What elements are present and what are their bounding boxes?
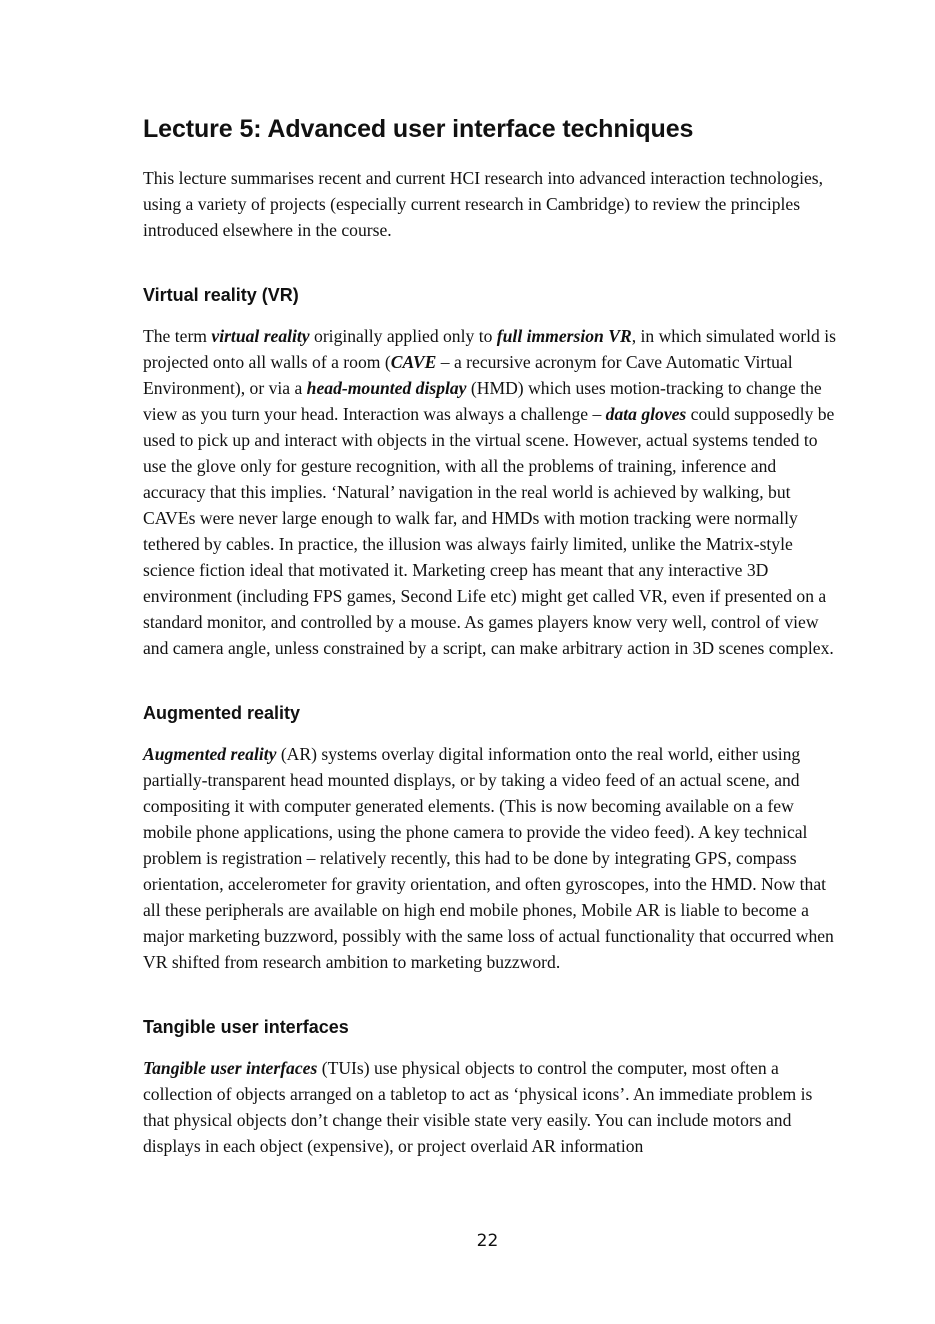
term-virtual-reality: virtual reality — [211, 326, 310, 346]
vr-text-3: , in which simulated world is projected onto all walls of a room ( — [143, 326, 836, 372]
document-page — [143, 113, 843, 1159]
section-heading-vr: Virtual reality (VR) — [143, 285, 299, 305]
ar-paragraph — [143, 741, 843, 975]
section-heading-tui: Tangible user interfaces — [143, 1017, 349, 1037]
tui-paragraph — [143, 1055, 843, 1159]
term-head-mounted-display: head-mounted display — [306, 378, 467, 398]
ar-text-1: (AR) systems overlay digital information onto the real world, either using partially-transparent head mounted displays, or by taking a video feed of an actual scene, and compositing it with computer generated elements. (This is now becoming available on a few mobile phone applications, using the phone camera to provide the video feed). A key technical problem is registration – relatively recently, this had to be done by integrating GPS, compass orientation, accelerometer for gravity orientation, and often gyroscopes, into the HMD. Now that all these peripherals are available on high end mobile phones, Mobile AR is liable to become a major marketing buzzword, possibly with the same loss of actual functionality that occurred when VR shifted from research ambition to marketing buzzword. — [143, 744, 834, 972]
vr-paragraph — [143, 323, 843, 661]
section-heading-ar: Augmented reality — [143, 703, 301, 723]
tui-text-1: (TUIs) use physical objects to control the computer, most often a collection of objects arranged on a tabletop to act as ‘physical icons’. An immediate problem is that physical objects don’t change their visible state very easily. You can include motors and displays in each object (expensive), or project overlaid AR information — [143, 1058, 813, 1156]
term-full-immersion-vr: full immersion VR — [496, 326, 632, 346]
term-tangible-user-interfaces: Tangible user interfaces — [143, 1058, 318, 1078]
vr-text-6: could supposedly be used to pick up and interact with objects in the virtual scene. However, actual systems tended to use the glove only for gesture recognition, with all the problems of training, inference and accuracy that this implies. ‘Natural’ navigation in the real world is achieved by walking, but CAVEs were never large enough to walk far, and HMDs with motion tracking were normally tethered by cables. In practice, the illusion was always fairly limited, unlike the Matrix-style science fiction ideal that motivated it. Marketing creep has meant that any interactive 3D environment (including FPS games, Second Life etc) might get called VR, even if presented on a standard monitor, and controlled by a mouse. As games players know very well, control of view and camera angle, unless constrained by a script, can make arbitrary action in 3D scenes complex. — [143, 404, 835, 658]
intro-paragraph: This lecture summarises recent and current HCI research into advanced interaction technologies, using a variety of projects (especially current research in Cambridge) to review the principles introduced elsewhere in the course. — [143, 168, 824, 240]
vr-text-2: originally applied only to — [309, 326, 497, 346]
vr-text-1: The term — [143, 326, 212, 346]
page-title: Lecture 5: Advanced user interface techniques — [143, 115, 694, 143]
vr-text-5: (HMD) which uses motion-tracking to change the view as you turn your head. Interaction was always a challenge – — [143, 378, 822, 424]
term-augmented-reality: Augmented reality — [143, 744, 277, 764]
term-data-gloves: data gloves — [605, 404, 687, 424]
vr-text-4: – a recursive acronym for Cave Automatic Virtual Environment), or via a — [143, 352, 793, 398]
page-number: 22 — [476, 1231, 499, 1251]
term-cave: CAVE — [390, 352, 437, 372]
